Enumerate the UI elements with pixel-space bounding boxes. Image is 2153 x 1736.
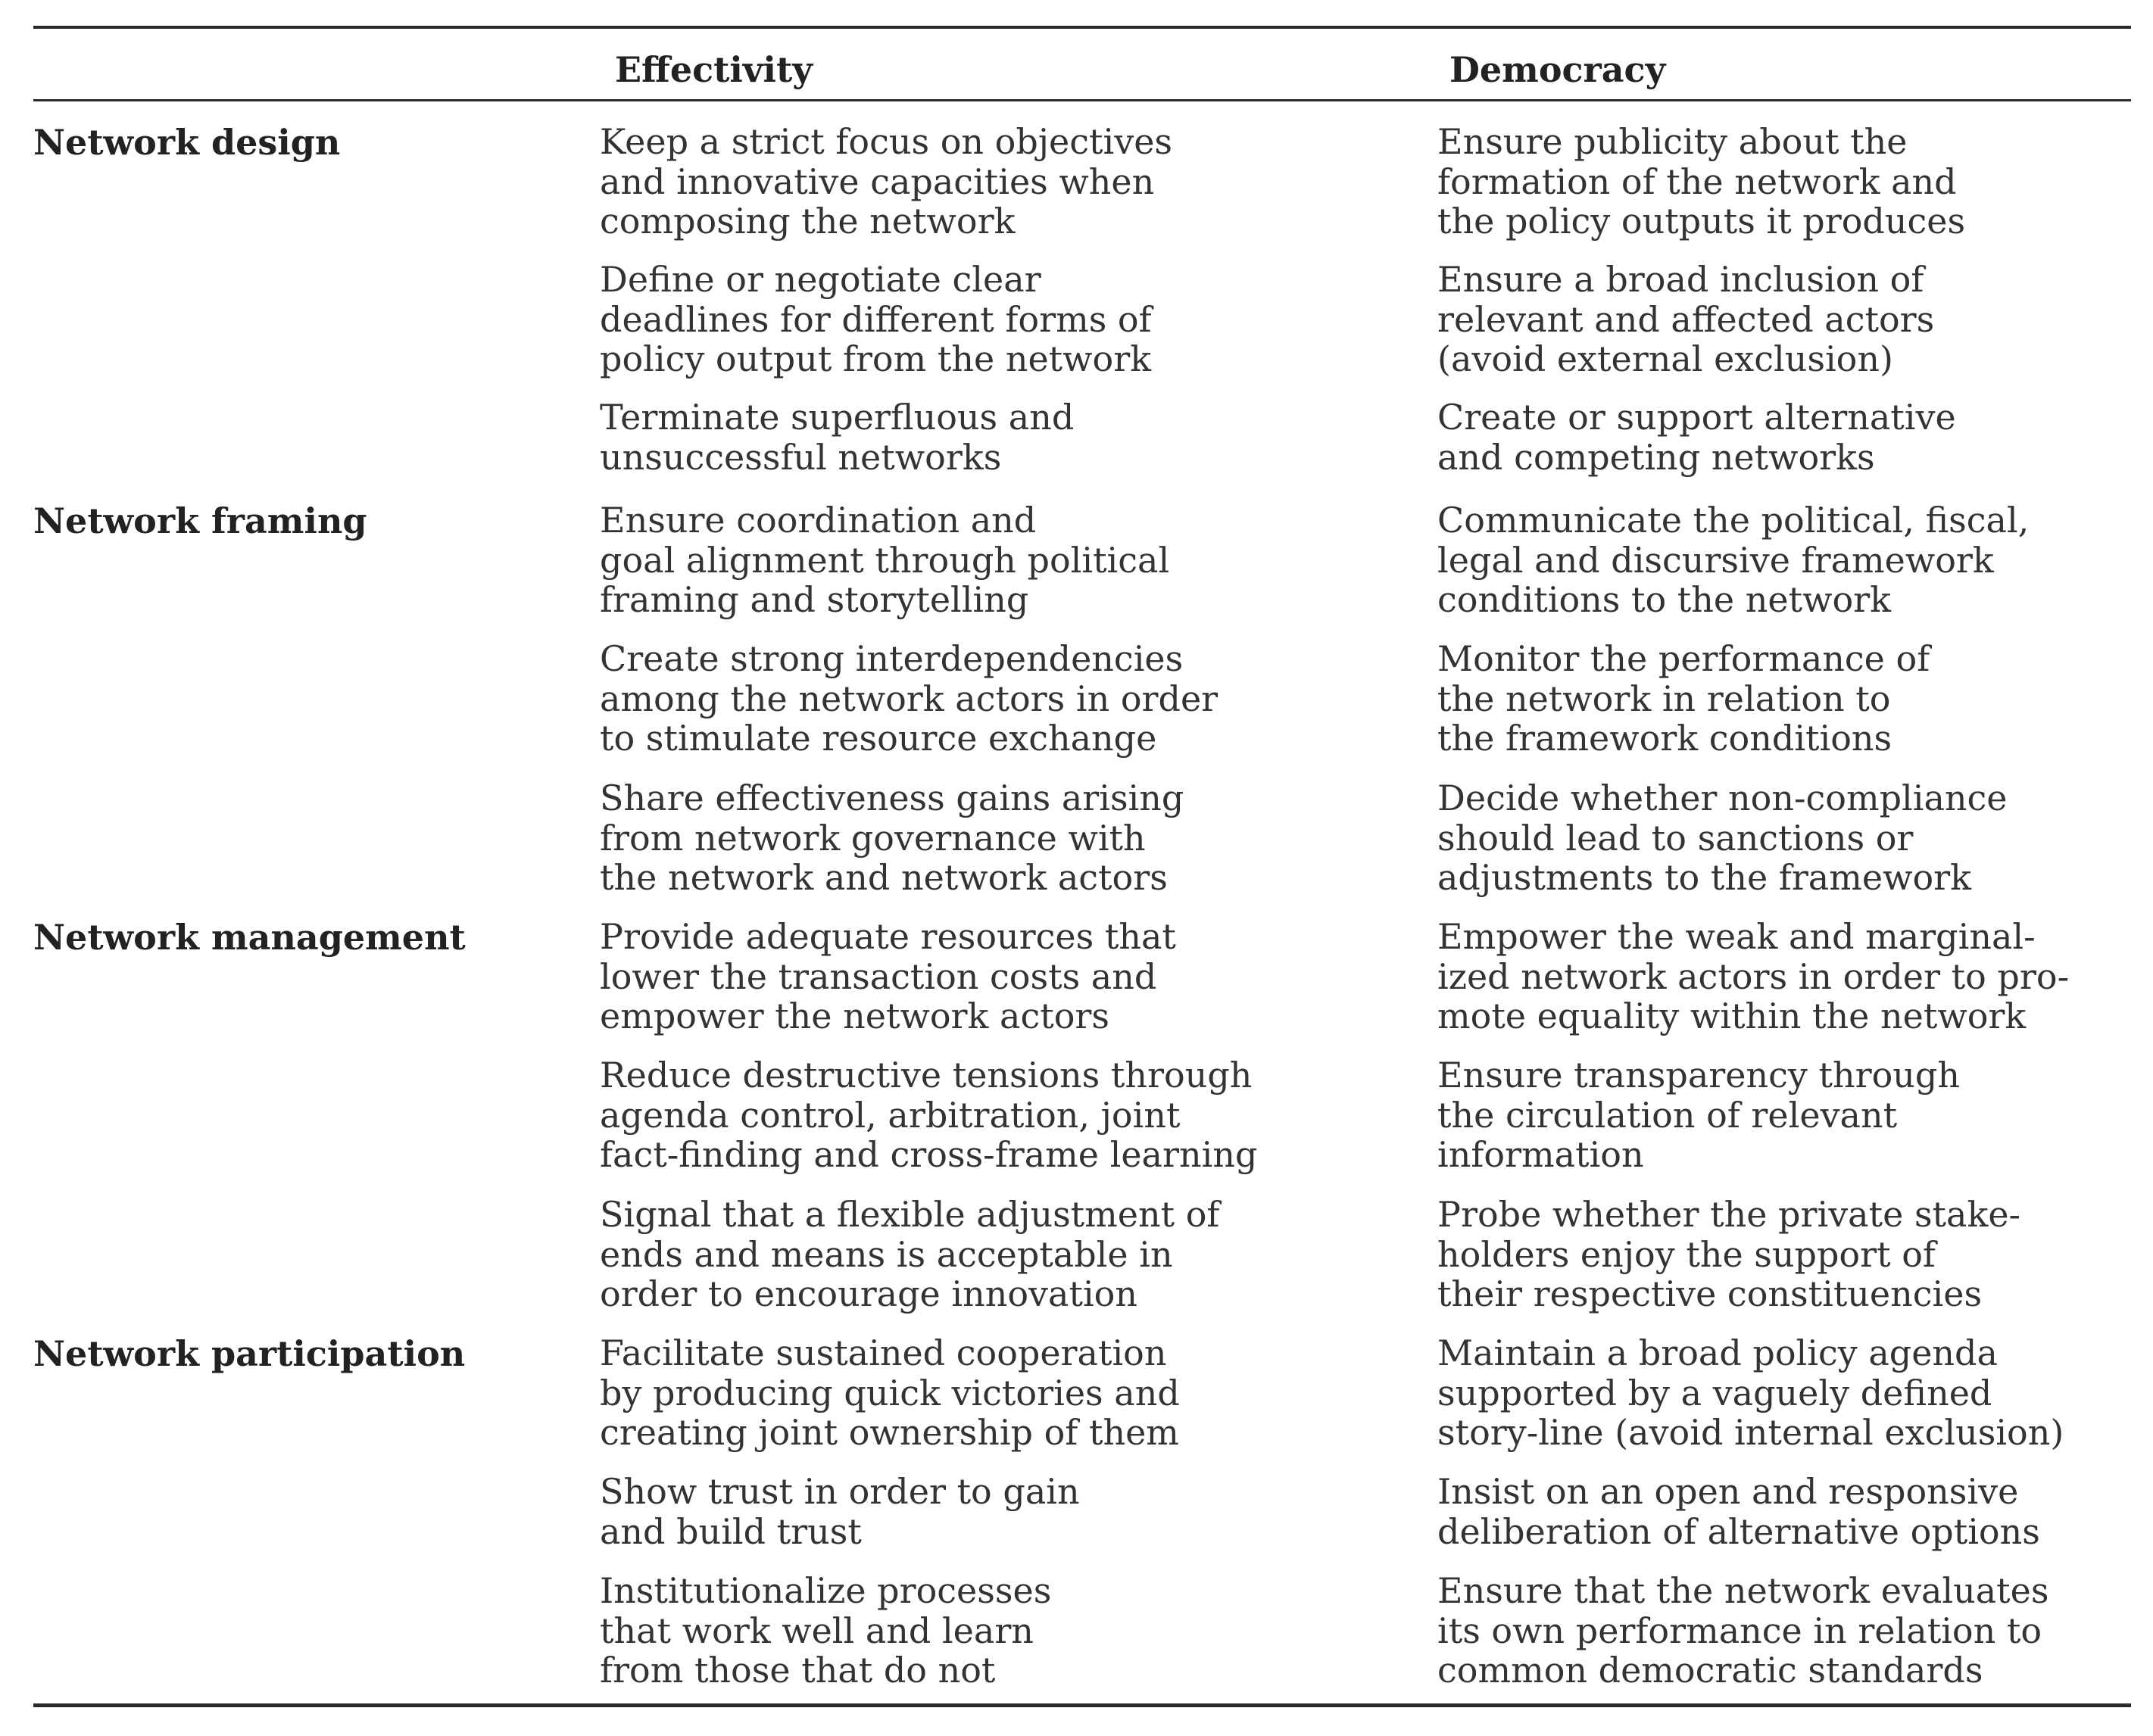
cell-effectivity: Reduce destructive tensions through agenda control, arbitration, joint fact-finding and cross-frame learning — [600, 1055, 1258, 1175]
table-bottom-rule — [33, 1703, 2131, 1707]
cell-effectivity: Provide adequate resources that lower the transaction costs and empower the network actors — [600, 916, 1176, 1036]
cell-effectivity: Define or negotiate clear deadlines for different forms of policy output from the network — [600, 259, 1152, 379]
group-label-network-framing: Network framing — [33, 500, 367, 541]
cell-effectivity: Keep a strict focus on objectives and innovative capacities when composing the network — [600, 121, 1173, 242]
cell-democracy: Monitor the performance of the network in relation to the framework conditions — [1437, 638, 1930, 759]
cell-democracy: Ensure publicity about the formation of the network and the policy outputs it produces — [1437, 121, 1966, 242]
cell-democracy: Decide whether non-compliance should lead to sanctions or adjustments to the framework — [1437, 778, 2008, 898]
column-header-democracy: Democracy — [1449, 49, 1666, 90]
cell-democracy: Insist on an open and responsive deliberation of alternative options — [1437, 1471, 2040, 1552]
cell-effectivity: Ensure coordination and goal alignment through political framing and storytelling — [600, 500, 1170, 620]
cell-effectivity: Signal that a flexible adjustment of ends and means is acceptable in order to encourage innovation — [600, 1194, 1220, 1314]
cell-democracy: Empower the weak and marginal- ized network actors in order to pro- mote equality within the network — [1437, 916, 2070, 1036]
recommendations-table — [33, 0, 2131, 1736]
column-header-effectivity: Effectivity — [615, 49, 813, 90]
cell-democracy: Communicate the political, fiscal, legal and discursive framework conditions to the network — [1437, 500, 2030, 620]
cell-democracy: Ensure a broad inclusion of relevant and affected actors (avoid external exclusion) — [1437, 259, 1935, 379]
cell-effectivity: Share effectiveness gains arising from network governance with the network and network actors — [600, 778, 1184, 898]
cell-effectivity: Show trust in order to gain and build trust — [600, 1471, 1080, 1552]
header-rule — [33, 99, 2131, 101]
group-label-network-participation: Network participation — [33, 1333, 466, 1374]
cell-democracy: Ensure transparency through the circulation of relevant information — [1437, 1055, 1960, 1175]
cell-effectivity: Create strong interdependencies among the network actors in order to stimulate resource exchange — [600, 638, 1218, 759]
cell-effectivity: Facilitate sustained cooperation by producing quick victories and creating joint ownership of them — [600, 1332, 1180, 1453]
cell-democracy: Probe whether the private stake- holders enjoy the support of their respective constituencies — [1437, 1194, 2021, 1314]
group-label-network-design: Network design — [33, 122, 341, 163]
cell-democracy: Ensure that the network evaluates its own performance in relation to common democratic standards — [1437, 1570, 2049, 1691]
cell-effectivity: Institutionalize processes that work well and learn from those that do not — [600, 1570, 1052, 1691]
table-top-rule — [33, 26, 2131, 29]
cell-democracy: Maintain a broad policy agenda supported by a vaguely defined story-line (avoid internal exclusion) — [1437, 1332, 2064, 1453]
group-label-network-management: Network management — [33, 917, 466, 958]
cell-effectivity: Terminate superfluous and unsuccessful networks — [600, 397, 1075, 478]
cell-democracy: Create or support alternative and competing networks — [1437, 397, 1956, 478]
